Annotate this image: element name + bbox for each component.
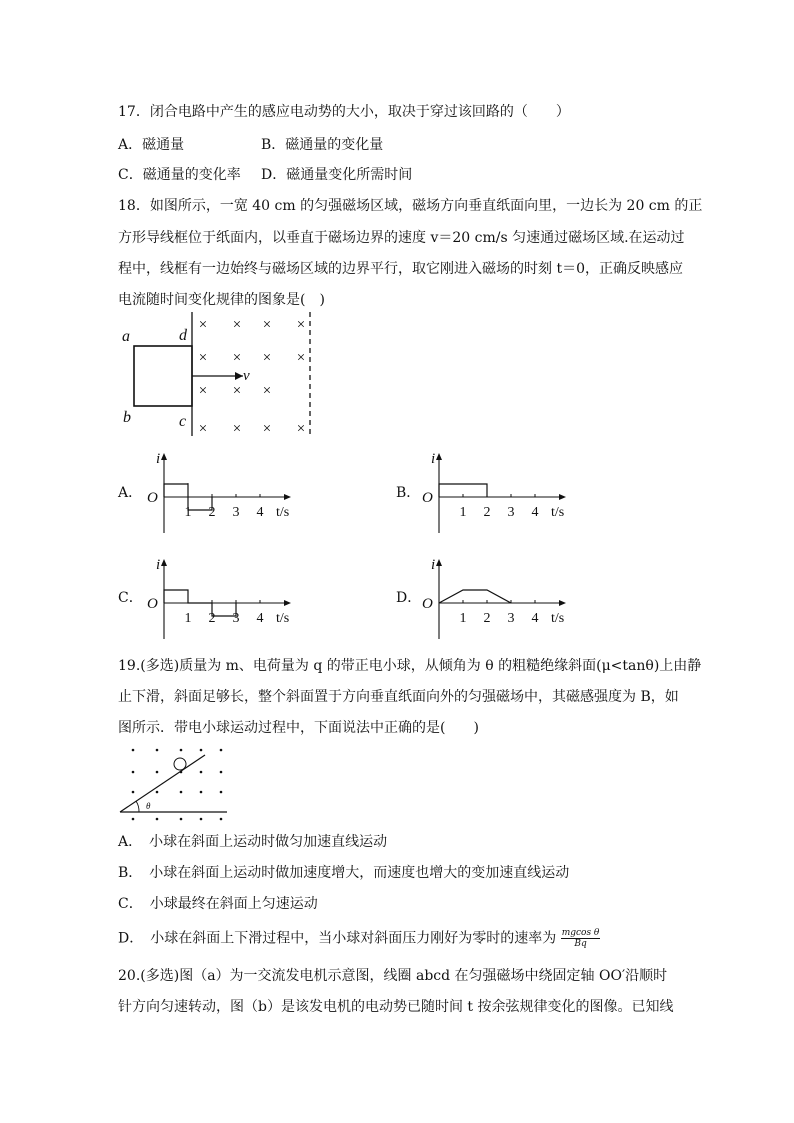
- field-cross-mark: ×: [198, 421, 208, 437]
- x-tick-label: 3: [507, 505, 515, 520]
- t-axis-label: t/s: [551, 505, 565, 520]
- velocity-label: v: [243, 368, 250, 384]
- i-axis-label: i: [156, 451, 161, 467]
- q18-option-c-label: C．: [118, 590, 143, 606]
- field-cross-mark: ×: [232, 383, 242, 399]
- field-cross-mark: ×: [262, 421, 272, 437]
- x-tick-label: 2: [483, 505, 491, 520]
- i-axis-arrow: [436, 453, 442, 460]
- q18-stem-line-3: 程中，线框有一边始终与磁场区域的边界平行，取它刚进入磁场的时刻 t＝0，正确反映感应: [118, 261, 683, 277]
- x-tick-label: 2: [483, 611, 491, 626]
- q18-stem-line-4: 电流随时间变化规律的图象是( ): [118, 292, 325, 308]
- corner-d-label: d: [179, 327, 187, 344]
- x-tick-label: 1: [459, 505, 467, 520]
- field-cross-mark: ×: [232, 317, 242, 333]
- field-cross-mark: ×: [262, 350, 272, 366]
- i-axis-label: i: [156, 557, 161, 573]
- field-cross-mark: ×: [198, 383, 208, 399]
- field-dot: [220, 771, 223, 774]
- i-axis-arrow: [436, 559, 442, 566]
- field-cross-mark: ×: [198, 350, 208, 366]
- q17-option-b: B．磁通量的变化量: [261, 137, 384, 153]
- x-tick-label: 3: [232, 611, 240, 626]
- fraction-numerator: mgcos θ: [561, 928, 600, 938]
- current-curve: [439, 590, 511, 603]
- field-dot: [132, 749, 135, 752]
- field-dot: [156, 818, 159, 821]
- x-tick-label: 1: [184, 505, 192, 520]
- origin-label: O: [147, 490, 158, 506]
- field-marks: [199, 317, 305, 437]
- field-dot: [220, 749, 223, 752]
- graph-option-a: [143, 445, 303, 537]
- q19-option-b: B． 小球在斜面上运动时做加速度增大，而速度也增大的变加速直线运动: [118, 865, 570, 881]
- q19-stem-line-3: 图所示．带电小球运动过程中，下面说法中正确的是( ): [118, 720, 479, 736]
- x-tick-label: 3: [507, 611, 515, 626]
- field-dot: [132, 791, 135, 794]
- x-tick-label: 4: [531, 505, 539, 520]
- q19-option-d: D． 小球在斜面上下滑过程中，当小球对斜面压力刚好为零时的速率为: [118, 930, 557, 947]
- t-axis-label: t/s: [276, 611, 290, 626]
- i-axis-arrow: [161, 453, 167, 460]
- origin-label: O: [422, 596, 433, 612]
- t-axis-arrow: [284, 600, 291, 606]
- square-coil: [134, 346, 192, 406]
- q20-stem-line-1: 20.(多选)图（a）为一交流发电机示意图，线圈 abcd 在匀强磁场中绕固定轴 OO′沿顺时: [118, 968, 668, 984]
- field-cross-mark: ×: [296, 317, 306, 333]
- q18-option-a-label: A．: [118, 485, 143, 501]
- field-cross-mark: ×: [296, 350, 306, 366]
- x-tick-label: 3: [232, 505, 240, 520]
- field-dot: [180, 818, 183, 821]
- q17-stem: 17．闭合电路中产生的感应电动势的大小，取决于穿过该回路的（ ）: [118, 104, 570, 120]
- x-tick-label: 2: [208, 505, 216, 520]
- q19-option-c: C． 小球最终在斜面上匀速运动: [118, 896, 318, 912]
- x-tick-label: 1: [459, 611, 467, 626]
- incline-slope: [120, 755, 205, 812]
- t-axis-label: t/s: [276, 505, 290, 520]
- i-axis-arrow: [161, 559, 167, 566]
- i-axis-label: i: [431, 557, 436, 573]
- field-dot: [180, 791, 183, 794]
- field-dot: [132, 818, 135, 821]
- q18-stem-line-1: 18．如图所示，一宽 40 cm 的匀强磁场区域，磁场方向垂直纸面向里，一边长为 20 cm 的正: [118, 198, 703, 214]
- field-dot: [200, 771, 203, 774]
- x-tick-label: 4: [531, 611, 539, 626]
- angle-theta-label: θ: [146, 801, 151, 811]
- field-dot: [220, 791, 223, 794]
- corner-a-label: a: [122, 328, 130, 345]
- angle-arc: [136, 801, 139, 812]
- graph-option-c: [143, 551, 303, 643]
- q18-stem-line-2: 方形导线框位于纸面内，以垂直于磁场边界的速度 v＝20 cm/s 匀速通过磁场区域.在运动过: [118, 230, 685, 246]
- q18-option-b-label: B．: [396, 485, 421, 501]
- q18-field-figure: [115, 312, 320, 437]
- velocity-arrow-head: [235, 372, 243, 380]
- t-axis-arrow: [284, 494, 291, 500]
- origin-label: O: [147, 596, 158, 612]
- field-dot: [200, 818, 203, 821]
- q17-option-d: D．磁通量变化所需时间: [261, 167, 413, 183]
- x-tick-label: 2: [208, 611, 216, 626]
- field-cross-mark: ×: [262, 383, 272, 399]
- corner-b-label: b: [123, 409, 131, 426]
- q18-option-d-label: D．: [396, 590, 422, 606]
- q19-stem-line-2: 止下滑，斜面足够长，整个斜面置于方向垂直纸面向外的匀强磁场中，其磁感强度为 B，如: [118, 689, 679, 705]
- field-cross-mark: ×: [232, 350, 242, 366]
- fraction-denominator: Bq: [574, 939, 587, 949]
- origin-label: O: [422, 490, 433, 506]
- field-dot: [200, 749, 203, 752]
- field-dot: [156, 749, 159, 752]
- field-cross-mark: ×: [232, 421, 242, 437]
- i-axis-label: i: [431, 451, 436, 467]
- q19-stem-line-1: 19.(多选)质量为 m、电荷量为 q 的带正电小球，从倾角为 θ 的粗糙绝缘斜面(μ<tanθ)上由静: [118, 658, 702, 674]
- graph-option-d: [418, 551, 578, 643]
- charged-ball: [174, 758, 186, 770]
- q19-option-d-row: [118, 928, 600, 949]
- speed-fraction: [561, 928, 601, 949]
- field-cross-mark: ×: [262, 317, 272, 333]
- q20-stem-line-2: 针方向匀速转动，图（b）是该发电机的电动势已随时间 t 按余弦规律变化的图像。已知线: [118, 999, 674, 1015]
- field-cross-mark: ×: [296, 421, 306, 437]
- graph-option-b: [418, 445, 578, 537]
- x-tick-label: 4: [256, 611, 264, 626]
- field-dot: [220, 818, 223, 821]
- q19-incline-figure: [115, 742, 230, 822]
- x-tick-label: 4: [256, 505, 264, 520]
- field-dot: [132, 771, 135, 774]
- t-axis-arrow: [559, 494, 566, 500]
- field-dot: [180, 749, 183, 752]
- field-cross-mark: ×: [198, 317, 208, 333]
- q17-option-c: C．磁通量的变化率: [118, 167, 241, 183]
- q19-option-a: A． 小球在斜面上运动时做匀加速直线运动: [118, 834, 388, 850]
- field-dot: [200, 791, 203, 794]
- q17-option-a: A．磁通量: [118, 137, 185, 153]
- field-dot: [156, 791, 159, 794]
- t-axis-label: t/s: [551, 611, 565, 626]
- field-dot: [156, 771, 159, 774]
- corner-c-label: c: [179, 413, 187, 430]
- t-axis-arrow: [559, 600, 566, 606]
- x-tick-label: 1: [184, 611, 192, 626]
